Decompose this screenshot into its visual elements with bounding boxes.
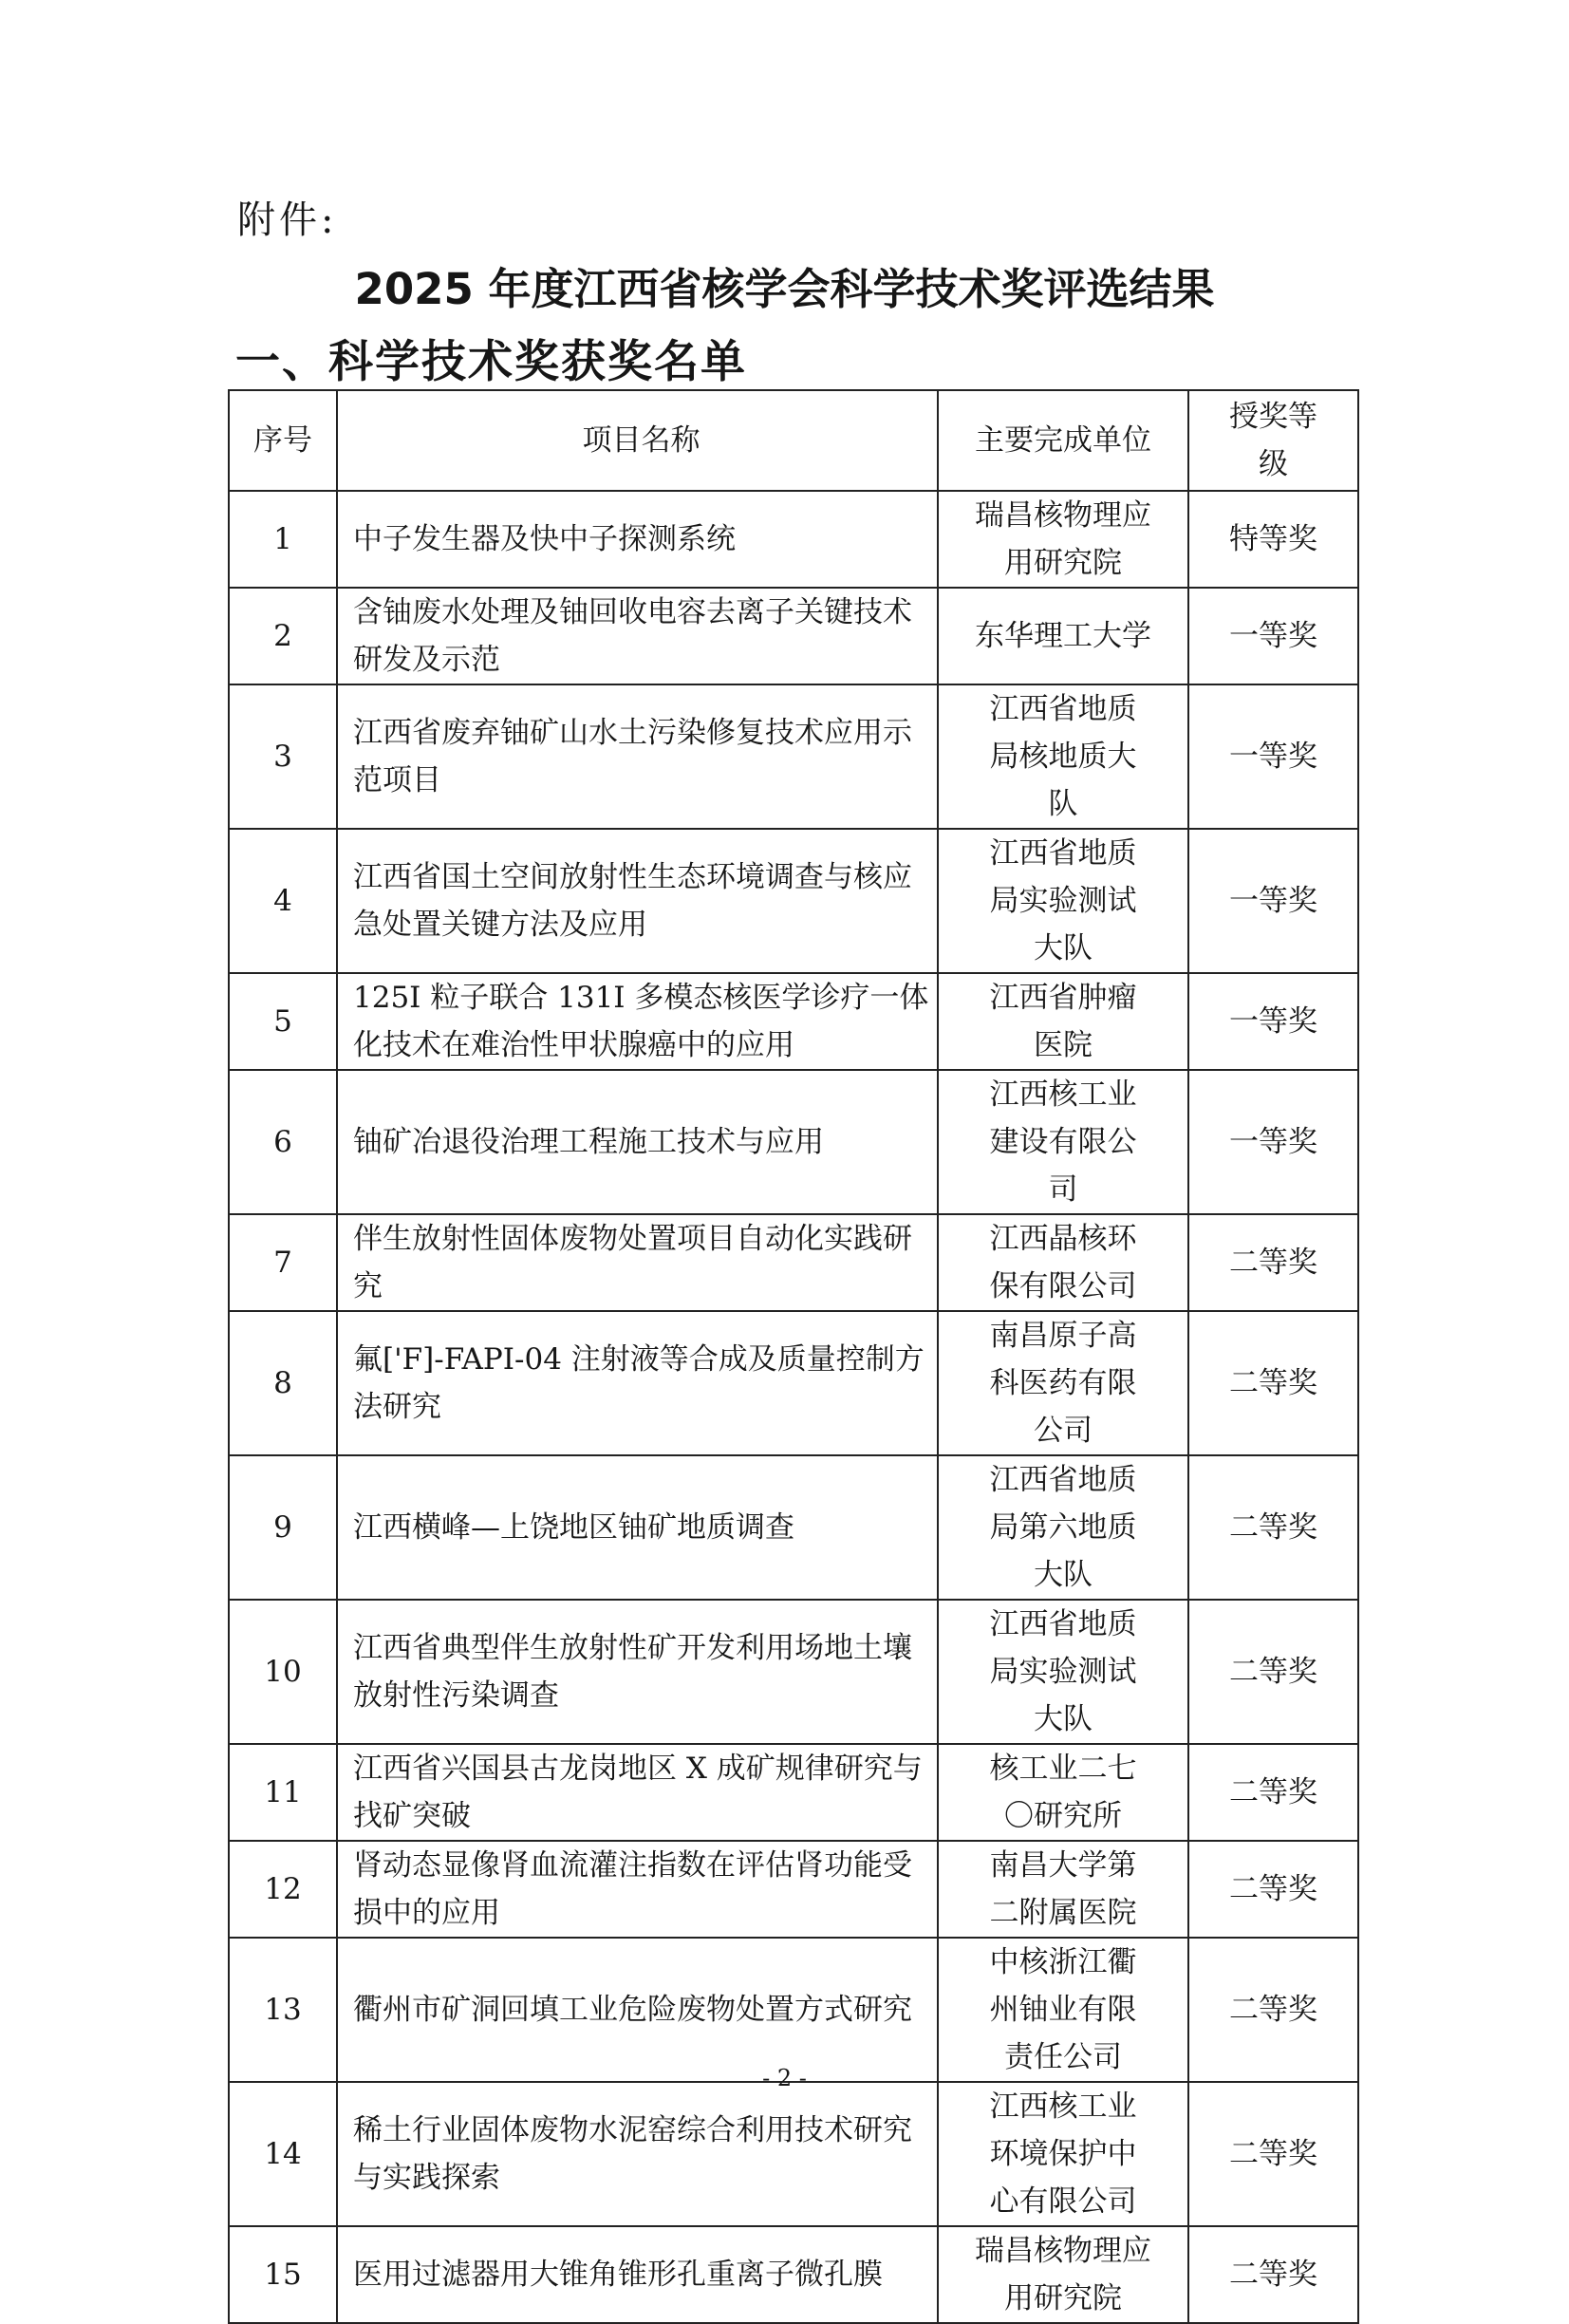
cell-unit: 中核浙江衢州铀业有限责任公司	[938, 1938, 1188, 2082]
cell-level: 一等奖	[1188, 684, 1358, 829]
table-row	[229, 1455, 1358, 1600]
table-row	[229, 829, 1358, 973]
cell-level: 二等奖	[1188, 1214, 1358, 1311]
cell-name: 江西横峰—上饶地区铀矿地质调查	[337, 1455, 938, 1600]
cell-unit: 东华理工大学	[938, 588, 1188, 684]
cell-name: 铀矿冶退役治理工程施工技术与应用	[337, 1070, 938, 1214]
cell-unit: 江西核工业建设有限公司	[938, 1070, 1188, 1214]
cell-level: 二等奖	[1188, 1455, 1358, 1600]
cell-unit: 南昌大学第二附属医院	[938, 1841, 1188, 1938]
cell-unit: 江西省肿瘤医院	[938, 973, 1188, 1070]
table-row	[229, 588, 1358, 684]
cell-unit: 瑞昌核物理应用研究院	[938, 491, 1188, 588]
table-row	[229, 2082, 1358, 2226]
cell-no: 8	[229, 1311, 337, 1455]
cell-level: 特等奖	[1188, 491, 1358, 588]
section-heading: 一、科学技术奖获奖名单	[235, 336, 747, 388]
cell-name: 江西省兴国县古龙岗地区 X 成矿规律研究与找矿突破	[337, 1744, 938, 1841]
document-title: 2025 年度江西省核学会科学技术奖评选结果	[354, 264, 1215, 314]
cell-no: 7	[229, 1214, 337, 1311]
cell-unit: 瑞昌核物理应用研究院	[938, 2226, 1188, 2323]
cell-unit: 江西晶核环保有限公司	[938, 1214, 1188, 1311]
table-row	[229, 684, 1358, 829]
cell-no: 2	[229, 588, 337, 684]
cell-level: 一等奖	[1188, 1070, 1358, 1214]
header-no: 序号	[229, 390, 337, 491]
cell-unit: 南昌原子高科医药有限公司	[938, 1311, 1188, 1455]
table-row	[229, 1070, 1358, 1214]
cell-level: 一等奖	[1188, 588, 1358, 684]
cell-name: 江西省典型伴生放射性矿开发利用场地土壤放射性污染调查	[337, 1600, 938, 1744]
cell-no: 9	[229, 1455, 337, 1600]
cell-no: 5	[229, 973, 337, 1070]
table-row	[229, 1214, 1358, 1311]
cell-name: 含铀废水处理及铀回收电容去离子关键技术研发及示范	[337, 588, 938, 684]
cell-name: 江西省国土空间放射性生态环境调查与核应急处置关键方法及应用	[337, 829, 938, 973]
cell-no: 11	[229, 1744, 337, 1841]
cell-unit: 江西省地质局实验测试大队	[938, 829, 1188, 973]
cell-unit: 江西省地质局核地质大队	[938, 684, 1188, 829]
table-body	[229, 491, 1358, 2323]
cell-no: 6	[229, 1070, 337, 1214]
cell-name: 伴生放射性固体废物处置项目自动化实践研究	[337, 1214, 938, 1311]
table-row	[229, 491, 1358, 588]
table-row	[229, 1841, 1358, 1938]
awards-table	[228, 389, 1359, 2324]
cell-no: 14	[229, 2082, 337, 2226]
table-row	[229, 1600, 1358, 1744]
cell-level: 二等奖	[1188, 2082, 1358, 2226]
cell-name: 江西省废弃铀矿山水土污染修复技术应用示范项目	[337, 684, 938, 829]
cell-no: 12	[229, 1841, 337, 1938]
cell-level: 二等奖	[1188, 1600, 1358, 1744]
cell-unit: 江西核工业环境保护中心有限公司	[938, 2082, 1188, 2226]
header-level: 授奖等级	[1188, 390, 1358, 491]
cell-no: 3	[229, 684, 337, 829]
page-number: - 2 -	[762, 2065, 807, 2091]
cell-unit: 江西省地质局实验测试大队	[938, 1600, 1188, 1744]
cell-level: 一等奖	[1188, 973, 1358, 1070]
cell-name: 医用过滤器用大锥角锥形孔重离子微孔膜	[337, 2226, 938, 2323]
attachment-label: 附件:	[237, 198, 338, 242]
cell-name: 肾动态显像肾血流灌注指数在评估肾功能受损中的应用	[337, 1841, 938, 1938]
cell-no: 15	[229, 2226, 337, 2323]
header-name: 项目名称	[337, 390, 938, 491]
cell-name: 125I 粒子联合 131I 多模态核医学诊疗一体化技术在难治性甲状腺癌中的应用	[337, 973, 938, 1070]
cell-level: 一等奖	[1188, 829, 1358, 973]
cell-no: 4	[229, 829, 337, 973]
cell-level: 二等奖	[1188, 1938, 1358, 2082]
table-row	[229, 1938, 1358, 2082]
cell-no: 10	[229, 1600, 337, 1744]
cell-name: 中子发生器及快中子探测系统	[337, 491, 938, 588]
cell-no: 1	[229, 491, 337, 588]
table-header-row	[229, 390, 1358, 491]
cell-level: 二等奖	[1188, 1841, 1358, 1938]
header-unit: 主要完成单位	[938, 390, 1188, 491]
cell-unit: 核工业二七〇研究所	[938, 1744, 1188, 1841]
cell-level: 二等奖	[1188, 2226, 1358, 2323]
cell-unit: 江西省地质局第六地质大队	[938, 1455, 1188, 1600]
cell-name: 衢州市矿洞回填工业危险废物处置方式研究	[337, 1938, 938, 2082]
table-row	[229, 2226, 1358, 2323]
cell-level: 二等奖	[1188, 1311, 1358, 1455]
table-row	[229, 1744, 1358, 1841]
table-row	[229, 1311, 1358, 1455]
table-row	[229, 973, 1358, 1070]
cell-no: 13	[229, 1938, 337, 2082]
cell-level: 二等奖	[1188, 1744, 1358, 1841]
cell-name: 氟['F]-FAPI-04 注射液等合成及质量控制方法研究	[337, 1311, 938, 1455]
cell-name: 稀土行业固体废物水泥窑综合利用技术研究与实践探索	[337, 2082, 938, 2226]
